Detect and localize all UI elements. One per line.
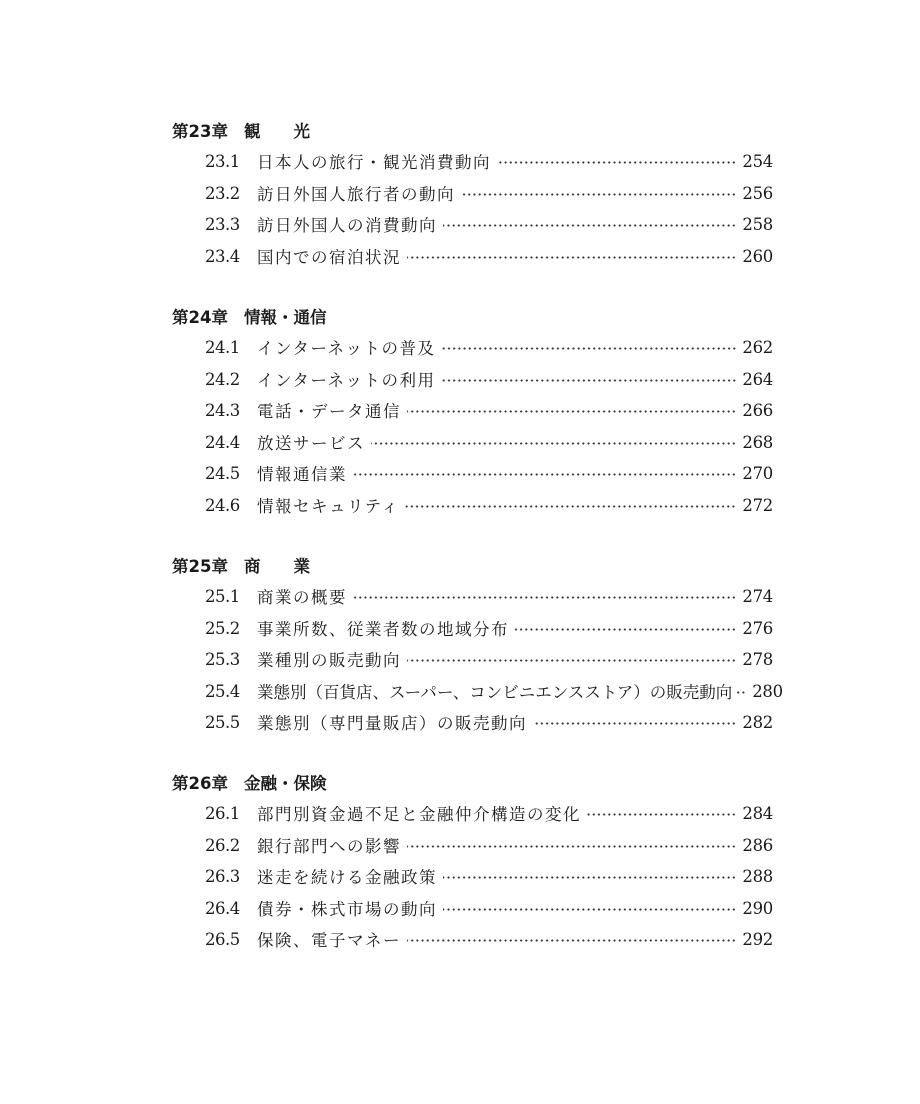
dot-leader: [443, 876, 736, 879]
section-title: 放送サービス: [257, 434, 365, 453]
chapter-heading: [172, 305, 326, 331]
section-title: 保険、電子マネー: [257, 931, 401, 950]
page-number: 286: [742, 835, 773, 855]
page-number: 272: [742, 495, 773, 515]
section-title: 業種別の販売動向: [257, 651, 401, 670]
chapter-title: 情報・通信: [243, 308, 327, 327]
page-number: 258: [742, 214, 773, 234]
chapter-label: 第24章: [172, 308, 228, 327]
toc-entry[interactable]: [205, 335, 773, 359]
dot-leader: [515, 628, 736, 631]
toc-entry[interactable]: [205, 864, 773, 888]
page-number: 278: [742, 649, 773, 669]
dot-leader: [353, 596, 736, 599]
page-number: 290: [742, 898, 773, 918]
toc-entry[interactable]: [205, 149, 773, 173]
section-title: 訪日外国人旅行者の動向: [257, 185, 455, 204]
section-title: 訪日外国人の消費動向: [257, 216, 437, 235]
section-number: 26.1: [205, 803, 240, 823]
section-title: 業態別（百貨店、スーパー、コンビニエンスストア）の販売動向: [257, 683, 733, 702]
page-number: 260: [742, 246, 773, 266]
section-title: 債券・株式市場の動向: [257, 900, 437, 919]
section-number: 24.6: [205, 495, 240, 515]
dot-leader: [461, 193, 736, 196]
dot-leader: [442, 379, 737, 382]
page-number: 284: [742, 803, 773, 823]
chapter-heading: [172, 554, 310, 580]
section-title: インターネットの普及: [257, 339, 436, 358]
chapter-title: 観 光: [243, 122, 310, 141]
toc-entry[interactable]: [205, 833, 773, 857]
chapter-label: 第26章: [172, 774, 228, 793]
toc-entry[interactable]: [205, 616, 773, 640]
chapter-label: 第25章: [172, 557, 228, 576]
toc-entry[interactable]: [205, 493, 773, 517]
toc-entry[interactable]: [205, 896, 773, 920]
section-number: 25.5: [205, 712, 240, 732]
section-number: 25.1: [205, 586, 240, 606]
section-number: 24.1: [205, 337, 240, 357]
page-number: 264: [742, 369, 773, 389]
section-number: 23.3: [205, 214, 240, 234]
page-number: 276: [742, 618, 773, 638]
toc-entry[interactable]: [205, 398, 773, 422]
section-title: 商業の概要: [257, 588, 347, 607]
dot-leader: [407, 939, 736, 942]
dot-leader: [407, 659, 736, 662]
dot-leader: [407, 410, 736, 413]
dot-leader: [407, 845, 736, 848]
section-number: 25.2: [205, 618, 240, 638]
dot-leader: [443, 908, 736, 911]
dot-leader: [443, 224, 736, 227]
section-title: 業態別（専門量販店）の販売動向: [257, 714, 527, 733]
section-number: 26.3: [205, 866, 240, 886]
section-title: 情報セキュリティ: [257, 497, 400, 516]
dot-leader: [371, 442, 736, 445]
section-number: 23.4: [205, 246, 240, 266]
toc-entry[interactable]: [205, 212, 773, 236]
dot-leader: [405, 505, 736, 508]
page-number: 274: [742, 586, 773, 606]
section-title: 迷走を続ける金融政策: [257, 868, 437, 887]
dot-leader: [353, 473, 736, 476]
chapter-title: 金融・保険: [243, 774, 327, 793]
toc-entry[interactable]: [205, 679, 783, 703]
toc-entry[interactable]: [205, 367, 773, 391]
section-title: 日本人の旅行・観光消費動向: [257, 153, 491, 172]
section-number: 24.2: [205, 369, 240, 389]
chapter-heading: [172, 119, 310, 145]
chapter-label: 第23章: [172, 122, 228, 141]
page-number: 282: [742, 712, 773, 732]
section-number: 25.4: [205, 681, 240, 701]
page-number: 254: [742, 151, 773, 171]
page-number: 268: [742, 432, 773, 452]
toc-entry[interactable]: [205, 181, 773, 205]
toc-entry[interactable]: [205, 461, 773, 485]
section-title: 銀行部門への影響: [257, 837, 401, 856]
toc-entry[interactable]: [205, 801, 773, 825]
section-number: 26.5: [205, 929, 240, 949]
page-number: 266: [742, 400, 773, 420]
dot-leader: [587, 813, 736, 816]
toc-entry[interactable]: [205, 244, 773, 268]
toc-entry[interactable]: [205, 584, 773, 608]
page-number: 280: [752, 681, 783, 701]
section-number: 24.4: [205, 432, 240, 452]
page-number: 256: [742, 183, 773, 203]
page-number: 288: [742, 866, 773, 886]
toc-entry[interactable]: [205, 927, 773, 951]
dot-leader: [734, 691, 746, 694]
section-title: 事業所数、従業者数の地域分布: [257, 620, 509, 639]
dot-leader: [497, 161, 736, 164]
section-title: 国内での宿泊状況: [257, 248, 401, 267]
section-number: 26.2: [205, 835, 240, 855]
section-number: 25.3: [205, 649, 240, 669]
section-title: 情報通信業: [257, 465, 347, 484]
page-number: 262: [742, 337, 773, 357]
section-title: インターネットの利用: [257, 371, 436, 390]
section-number: 24.5: [205, 463, 240, 483]
page-number: 270: [742, 463, 773, 483]
section-number: 26.4: [205, 898, 240, 918]
section-number: 23.2: [205, 183, 240, 203]
section-number: 23.1: [205, 151, 240, 171]
toc-entry[interactable]: [205, 430, 773, 454]
dot-leader: [407, 256, 736, 259]
section-title: 部門別資金過不足と金融仲介構造の変化: [257, 805, 581, 824]
chapter-heading: [172, 771, 326, 797]
chapter-title: 商 業: [243, 557, 310, 576]
page-number: 292: [742, 929, 773, 949]
toc-entry[interactable]: [205, 710, 773, 734]
section-number: 24.3: [205, 400, 240, 420]
dot-leader: [533, 722, 736, 725]
section-title: 電話・データ通信: [257, 402, 401, 421]
dot-leader: [442, 347, 737, 350]
toc-entry[interactable]: [205, 647, 773, 671]
